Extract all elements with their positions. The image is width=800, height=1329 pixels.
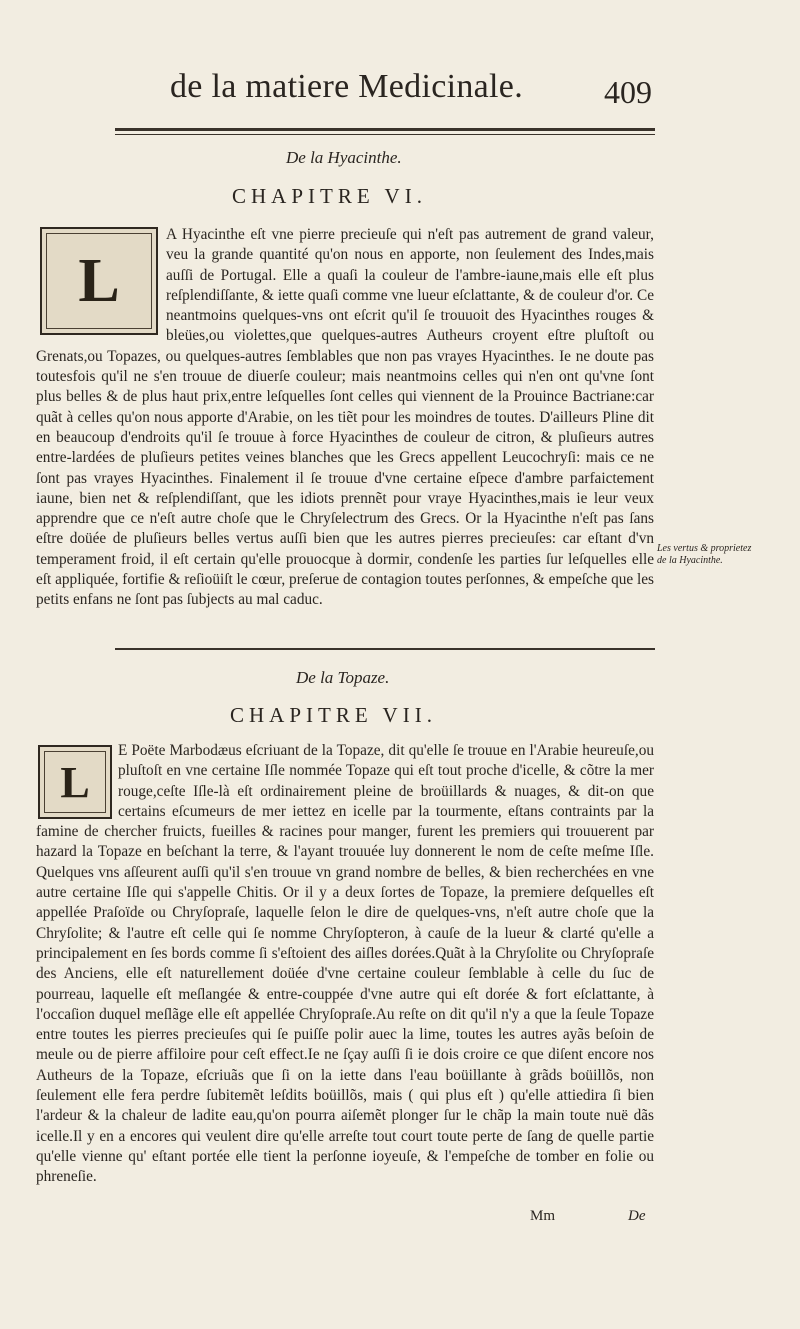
chapter-vi-body: A Hyacinthe eſt vne pierre precieuſe qui n'eſt pas autrement de grand valeur, veu la grande quantité qu'on nous en apporte, non ſeulement des Indes,mais auſſi de Portugal. Elle a quaſi la couleur de l'ambre-iaune,mais elle eſt plus reſplendiſſante, & iette quaſi comme vne lueur eſclattante, & de couleur d'or. Ce neantmoins quelques-vns ont eſcrit qu'il ſe trouuoit des Hyacinthes rouges & bleües,ou violettes,que quelques-autres Autheurs croyent eſtre pluſtoſt ou Grenats,ou Topazes, ou quelques-autres ſemblables que non pas vrayes Hyacinthes. Ie ne doute pas toutesfois qu'il ne s'en trouue de diuerſe couleur; mais neantmoins celles qui n'en ont qu'vne ſont plus belles & de plus haut prix,entre leſquelles ſont celles qui viennent de la Prouince Bactriane:car quãt à celles qu'on nous apporte d'Arabie, on les tiẽt pour les moindres de toutes. D'ailleurs Pline dit en beaucoup d'endroits qu'il ſe trouue à force Hyacinthes de couleur de citron, & pluſieurs autres entre-lardées de pluſieurs petites veines blanches que les Grecs appellent Leucochryſi: mais ce ne ſont pas vrayes Hyacinthes. Finalement il ſe trouue d'vne certaine eſpece d'ambre parfaictement iaune, bien net & reſplendiſſant, que les idiots prennẽt pour vraye Hyacinthes,mais ie leur veux apprendre que ce n'eſt autre choſe que le Chryſelectrum des Grecs. Or la Hyacinthe n'eſt pas ſans eſtre doüée de pluſieurs belles vertus auſſi bien que les autres pierres precieuſes: car eſtant d'vn temperament froid, il eſt certain qu'elle prouocque à dormir, condenſe les parties ſur leſquelles elle eſt appliquée, fortifie & reſioüiſt le cœur, preſerue de contagion toutes perſonnes, & empeſche que les petits enfans ne ſont pas ſubjects au mal caduc. bbox=[36, 226, 654, 609]
header-rule bbox=[115, 128, 655, 131]
page-number: 409 bbox=[604, 74, 652, 110]
chapter-heading-vii: CHAPITRE VII. bbox=[230, 703, 437, 727]
header-rule-thin bbox=[115, 134, 655, 135]
chapter-heading-vi: CHAPITRE VI. bbox=[232, 184, 427, 208]
section-subject-hyacinthe: De la Hyacinthe. bbox=[286, 148, 402, 167]
chapter-vii-body: E Poëte Marbodæus eſcriuant de la Topaze, dit qu'elle ſe trouue en l'Arabie heureuſe,ou pluſtoſt en vne certaine Iſle nommée Topaze qui eſt tout proche d'icelle, & cõtre la mer rouge,ceſte Iſle-là eſt ordinairement pleine de broüillards & nuages, & dit-on que certains eſcumeurs de mer iettez en icelle par la tourmente, eſtans contraints par la famine de chercher fruicts, fueilles & racines pour manger, furent les premiers qui trouuerent par hazard la Topaze en beſchant la terre, & l'ayant trouuée luy donnerent le nom de ceſte meſme Iſle. Quelques vns aſſeurent auſſi qu'il s'en trouue vn grand nombre de belles, & bien recherchées en vne autre certaine Iſle qui s'appelle Chitis. Or il y a deux ſortes de Topaze, la premiere deſquelles eſt appellée Praſoïde ou Chryſopraſe, laquelle ſelon le dire de quelques-vns, n'eſt autre choſe que la Chryſolite; & l'autre eſt celle qui ſe nomme Chryſopteron, à cauſe de la lueur & clarté qu'elle a principalement en ſes bords comme ſi s'eſtoient des aiſles dorées.Quãt à la Chryſolite ou Chryſopraſe des Anciens, elle eſt naturellement doüée d'vne certaine couleur ſemblable à celle du ſuc de pourreau, laquelle eſt meſlangée & entre-couppée d'vne autre qui eſt dorée & fort eſclattante, à l'occaſion duquel meſlãge elle eſt appellée Chryſopraſe.Au reſte on dit qu'il n'y a que la ſeule Topaze entre toutes les pierres precieuſes qui ſe puiſſe polir auec la lime, toutes les autres ayãs beſoin de meule ou de pierre affiloire pour ceſt effect.Ie ne ſçay auſſi ſi ie dois croire ce que diſent encore nos Autheurs de la Topaze, eſcriuãs que ſi on la iette dans l'eau boüillante à grãds boüillõs, non ſeulement elle fera perdre ſubitemẽt leſdits boüillõs, mais ( qui plus eſt ) qu'elle attiedira ſi bien l'ardeur & la chaleur de ladite eau,qu'on pourra aiſemẽt plonger ſur le chãp la main toute nuë dãs icelle.Il y en a encores qui veulent dire qu'elle arreſte tout court toute perte de ſang de quelle partie qu'elle vienne qu' eſtant portée elle tient la perſonne ioyeuſe, & l'empeſche de tomber en folie ou phreneſie. bbox=[36, 742, 654, 1186]
catchword: De bbox=[628, 1208, 646, 1224]
decorated-initial-l-2: L bbox=[38, 745, 112, 819]
margin-note-virtues: Les vertus & proprietez de la Hyacinthe. bbox=[657, 543, 752, 566]
section-rule bbox=[115, 648, 655, 650]
section-subject-topaze: De la Topaze. bbox=[296, 668, 390, 687]
running-title: de la matiere Medicinale. bbox=[170, 68, 523, 105]
chapter-vii-text bbox=[36, 741, 654, 1188]
decorated-initial-l: L bbox=[40, 227, 158, 335]
signature-mark: Mm bbox=[530, 1208, 556, 1224]
